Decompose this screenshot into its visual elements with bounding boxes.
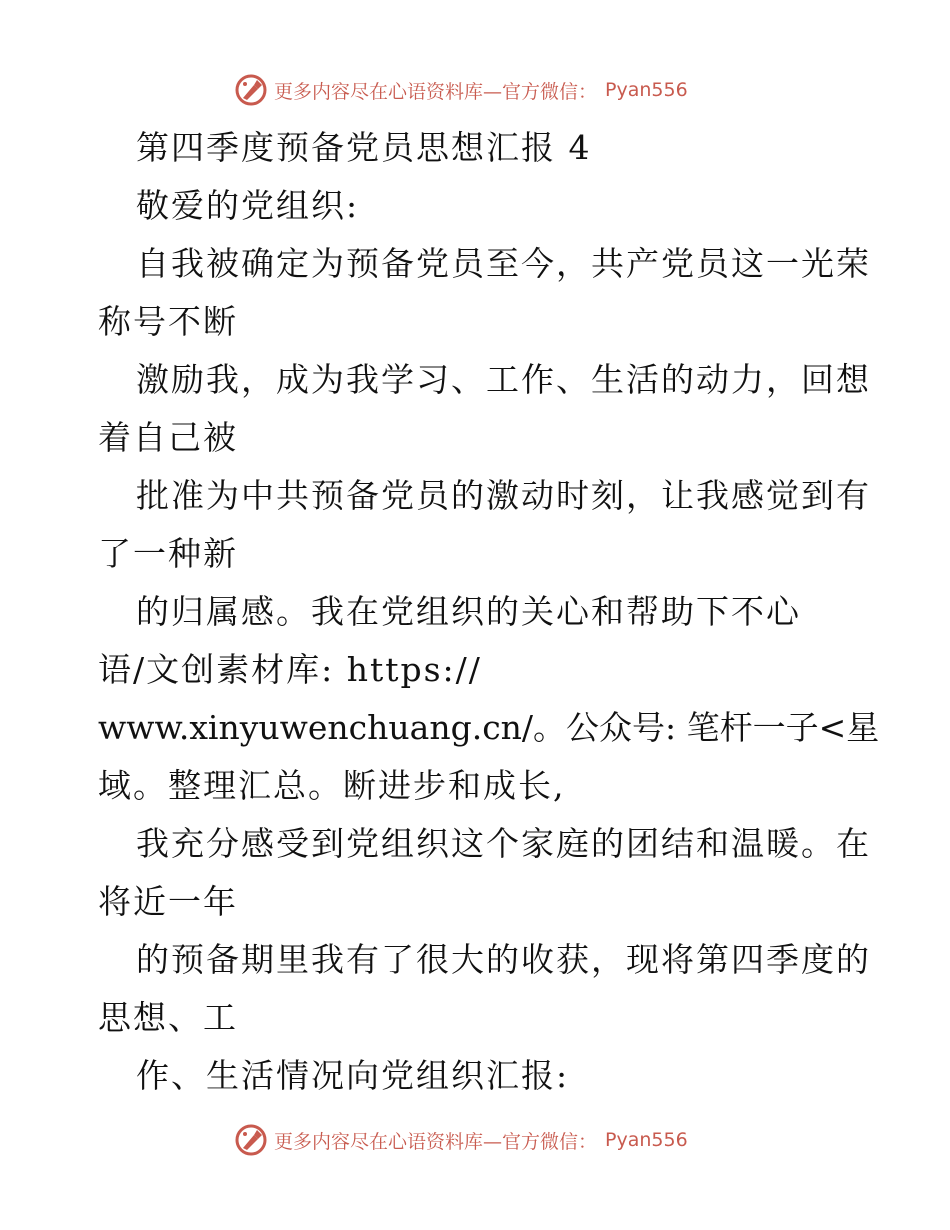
footer-banner-text: 更多内容尽在心语资料库—官方微信： bbox=[274, 1130, 598, 1153]
footer-banner bbox=[234, 1122, 688, 1158]
header-wechat-id: Pyan556 bbox=[605, 79, 688, 101]
doc-line: 我充分感受到党组织这个家庭的团结和温暖。在 bbox=[136, 824, 871, 863]
doc-line: 了一种新 bbox=[98, 534, 238, 573]
doc-line: 思想、工 bbox=[98, 998, 238, 1037]
doc-salutation: 敬爱的党组织: bbox=[136, 186, 360, 225]
doc-line: 批准为中共预备党员的激动时刻，让我感觉到有 bbox=[136, 476, 871, 515]
header-banner-text: 更多内容尽在心语资料库—官方微信： bbox=[274, 80, 598, 103]
doc-line: 激励我，成为我学习、工作、生活的动力，回想 bbox=[136, 360, 871, 399]
doc-line: 的归属感。我在党组织的关心和帮助下不心 bbox=[136, 592, 801, 631]
doc-line: 称号不断 bbox=[98, 302, 238, 341]
doc-line: 将近一年 bbox=[98, 882, 238, 921]
doc-line: 的预备期里我有了很大的收获，现将第四季度的 bbox=[136, 940, 871, 979]
pen-nib-seal-icon bbox=[234, 73, 268, 107]
pen-nib-seal-icon bbox=[234, 1123, 268, 1157]
doc-line: 自我被确定为预备党员至今，共产党员这一光荣 bbox=[136, 244, 871, 283]
footer-wechat-id: Pyan556 bbox=[605, 1129, 688, 1151]
doc-line: 语/文创素材库: https:// bbox=[98, 650, 482, 689]
doc-title: 第四季度预备党员思想汇报 4 bbox=[136, 128, 592, 167]
doc-line: 着自己被 bbox=[98, 418, 238, 457]
doc-line: 域。整理汇总。断进步和成长, bbox=[98, 766, 566, 805]
doc-line: www.xinyuwenchuang.cn/。公众号: 笔杆一子<星 bbox=[98, 708, 880, 747]
doc-line: 作、生活情况向党组织汇报: bbox=[136, 1056, 570, 1095]
header-banner bbox=[234, 72, 688, 108]
